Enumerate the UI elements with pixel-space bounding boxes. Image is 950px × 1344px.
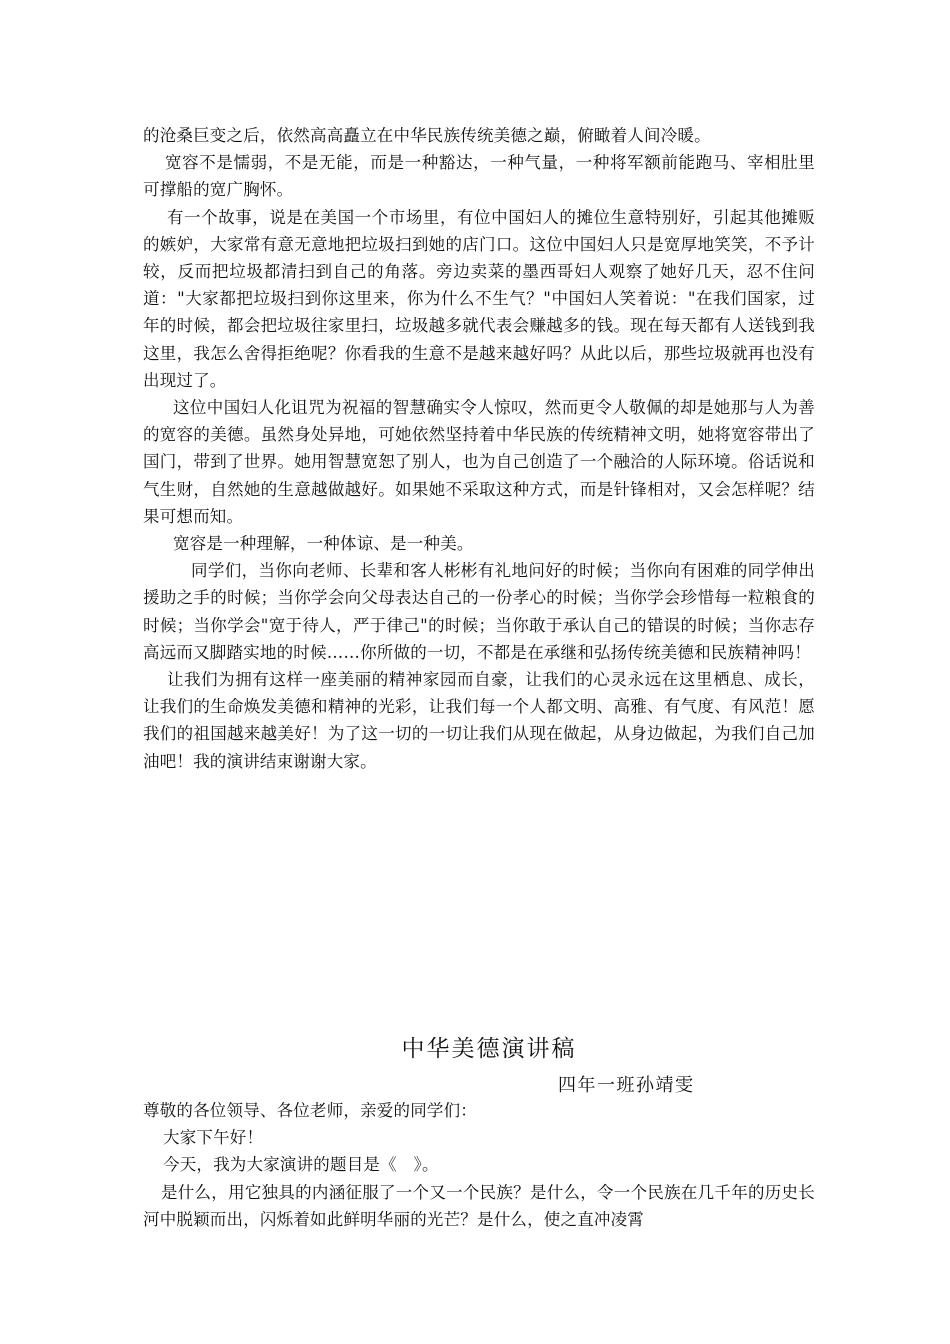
speech-body-continued (143, 122, 815, 775)
author-line: 四年一班孙靖雯 (558, 1075, 695, 1096)
paragraph: 同学们，当你向老师、长辈和客人彬彬有礼地问好的时候；当你向有困难的同学伸出援助之手的时候；当你学会向父母表达自己的一份孝心的时候；当你学会珍惜每一粒粮食的时候；当你学会"宽于待人，严于律己"的时候；当你敢于承认自己的错误的时候；当你志存高远而又脚踏实地的时候……你所做的一切，不都是在承继和弘扬传统美德和民族精神吗！ (143, 561, 815, 662)
speech-body-start (143, 1097, 815, 1233)
speech-title: 中华美德演讲稿 (401, 1036, 577, 1062)
paragraph: 大家下午好！ (163, 1128, 264, 1148)
paragraph: 这位中国妇人化诅咒为祝福的智慧确实令人惊叹，然而更令人敬佩的却是她那与人为善的宽容的美德。虽然身处异地，可她依然坚持着中华民族的传统精神文明，她将宽容带出了国门，带到了世界。她用智慧宽恕了别人，也为自己创造了一个融洽的人际环境。俗话说和气生财，自然她的生意越做越好。如果她不采取这种方式，而是针锋相对，又会怎样呢？结果可想而知。 (143, 398, 815, 526)
salutation: 尊敬的各位领导、各位老师，亲爱的同学们： (143, 1101, 477, 1120)
paragraph: 有一个故事，说是在美国一个市场里，有位中国妇人的摊位生意特别好，引起其他摊贩的嫉妒，大家常有意无意地把垃圾扫到她的店门口。这位中国妇人只是宽厚地笑笑，不予计较，反而把垃圾都清扫到自己的角落。旁边卖菜的墨西哥妇人观察了她好几天，忍不住问道："大家都把垃圾扫到你这里来，你为什么不生气？"中国妇人笑着说："在我们国家，过年的时候，都会把垃圾往家里扫，垃圾越多就代表会赚越多的钱。现在每天都有人送钱到我这里，我怎么舍得拒绝呢？你看我的生意不是越来越好吗？从此以后，那些垃圾就再也没有出现过了。 (143, 207, 815, 390)
paragraph: 宽容不是懦弱，不是无能，而是一种豁达，一种气量，一种将军额前能跑马、宰相肚里可撑船的宽广胸怀。 (143, 153, 815, 200)
paragraph: 宽容是一种理解，一种体谅、是一种美。 (173, 534, 474, 554)
paragraph: 是什么，用它独具的内涵征服了一个又一个民族？是什么，令一个民族在几千年的历史长河中脱颖而出，闪烁着如此鲜明华丽的光芒？是什么，使之直冲凌霄 (143, 1182, 815, 1229)
paragraph: 的沧桑巨变之后，依然高高矗立在中华民族传统美德之巅，俯瞰着人间冷暖。 (143, 126, 711, 145)
paragraph: 今天，我为大家演讲的题目是《 》。 (163, 1155, 439, 1175)
paragraph: 让我们为拥有这样一座美丽的精神家园而自豪，让我们的心灵永远在这里栖息、成长，让我们的生命焕发美德和精神的光彩，让我们每一个人都文明、高雅、有气度、有风范！愿我们的祖国越来越美好！为了这一切的一切让我们从现在做起，从身边做起，为我们自己加油吧！我的演讲结束谢谢大家。 (143, 670, 815, 771)
